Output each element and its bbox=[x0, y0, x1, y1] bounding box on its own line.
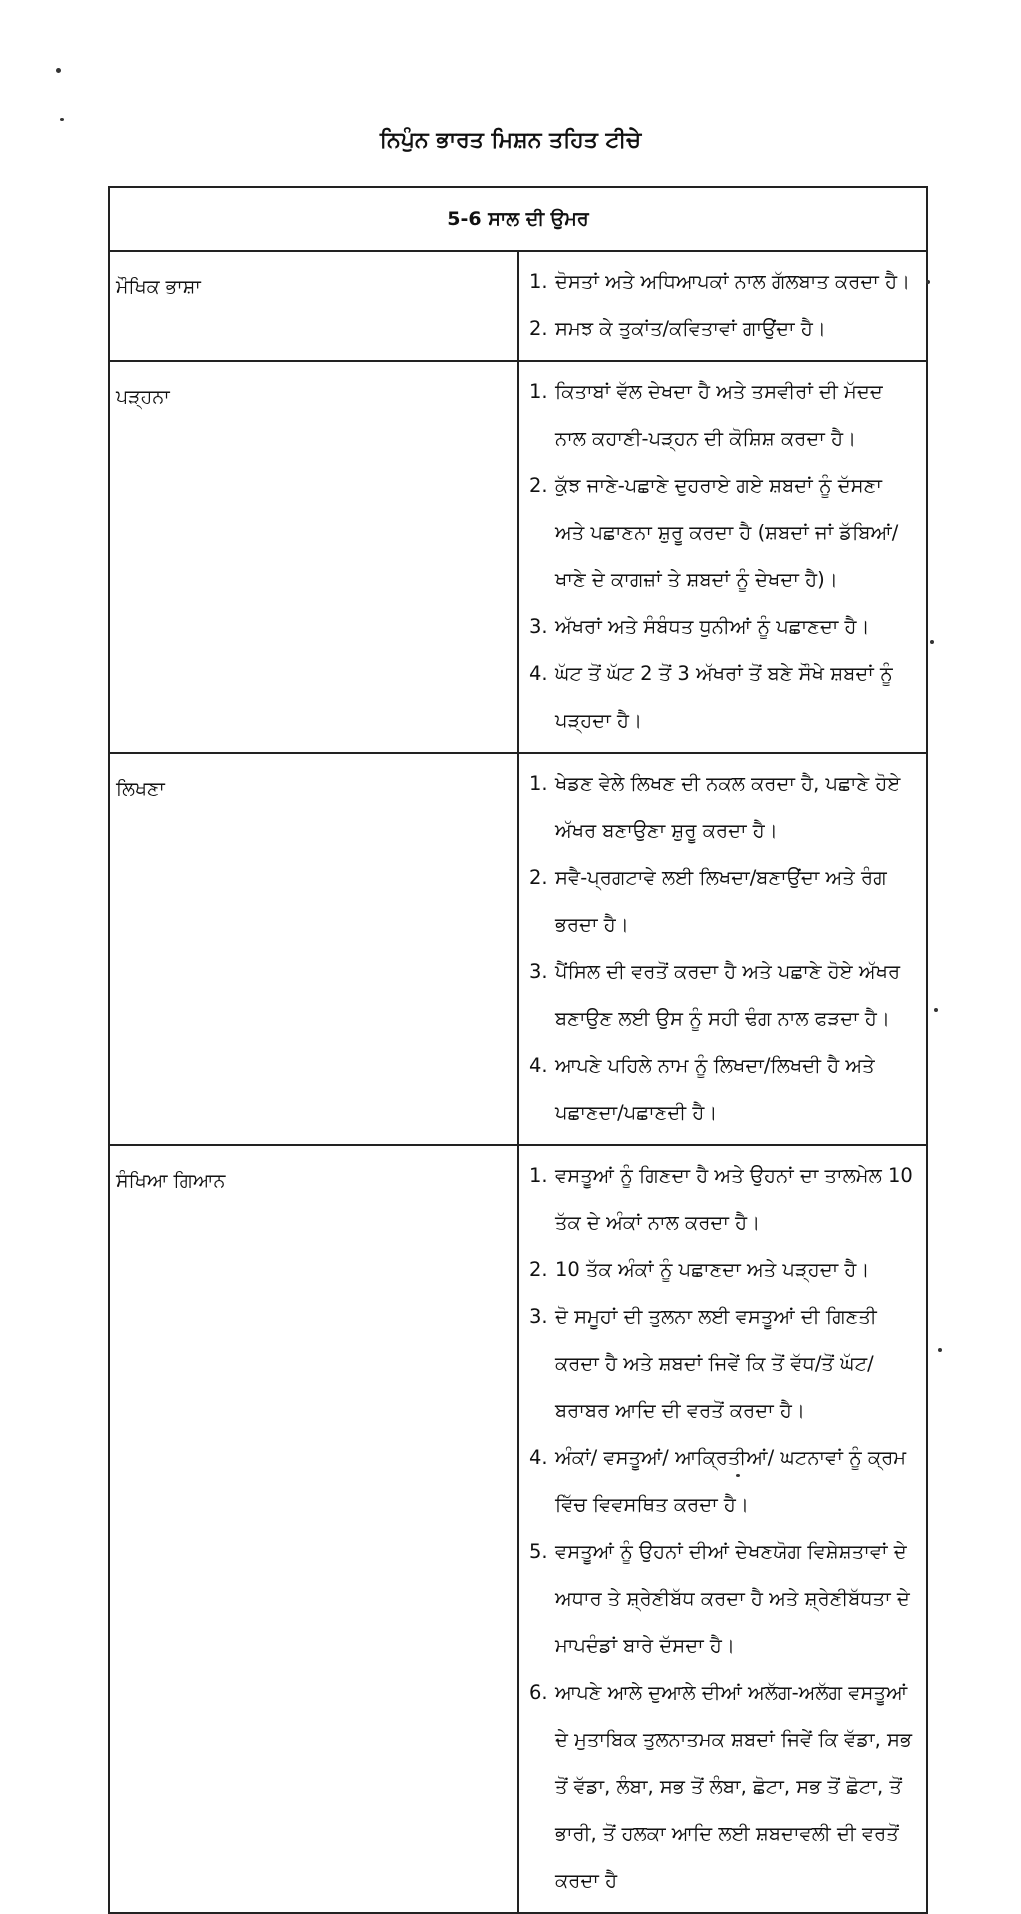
age-group-header: 5-6 ਸਾਲ ਦੀ ਉਮਰ bbox=[109, 187, 927, 251]
list-item: 2. ਸਵੈ-ਪ੍ਰਗਟਾਵੇ ਲਈ ਲਿਖਦਾ/ਬਣਾਉਂਦਾ ਅਤੇ ਰੰਗ ਭਰਦਾ ਹੈ। bbox=[529, 866, 887, 936]
page-title: ਨਿਪੁੰਨ ਭਾਰਤ ਮਿਸ਼ਨ ਤਹਿਤ ਟੀਚੇ bbox=[379, 128, 642, 153]
domain-label: ਸੰਖਿਆ ਗਿਆਨ bbox=[109, 1145, 518, 1913]
section-items bbox=[518, 1145, 927, 1913]
list-item: 1. ਵਸਤੂਆਂ ਨੂੰ ਗਿਣਦਾ ਹੈ ਅਤੇ ਉਹਨਾਂ ਦਾ ਤਾਲਮੇਲ 10 ਤੱਕ ਦੇ ਅੰਕਾਂ ਨਾਲ ਕਰਦਾ ਹੈ। bbox=[529, 1164, 913, 1234]
scan-speck bbox=[736, 1474, 740, 1477]
list-item: 6. ਆਪਣੇ ਆਲੇ ਦੁਆਲੇ ਦੀਆਂ ਅਲੱਗ-ਅਲੱਗ ਵਸਤੂਆਂ ਦੇ ਮੁਤਾਬਿਕ ਤੁਲਨਾਤਮਕ ਸ਼ਬਦਾਂ ਜਿਵੇਂ ਕਿ ਵੱਡਾ, ਸਭ ਤੋਂ ਵੱਡਾ, ਲੰਬਾ, ਸਭ ਤੋਂ ਲੰਬਾ, ਛੋਟਾ, ਸਭ ਤੋਂ ਛੋਟਾ, ਤੋਂ ਭਾਰੀ, ਤੋਂ ਹਲਕਾ ਆਦਿ ਲਈ ਸ਼ਬਦਾਵਲੀ ਦੀ ਵਰਤੋਂ ਕਰਦਾ ਹੈ bbox=[529, 1681, 912, 1892]
section-row-oral-language bbox=[109, 251, 927, 361]
domain-label: ਪੜ੍ਹਨਾ bbox=[109, 361, 518, 753]
list-item: 5. ਵਸਤੂਆਂ ਨੂੰ ਉਹਨਾਂ ਦੀਆਂ ਦੇਖਣਯੋਗ ਵਿਸ਼ੇਸ਼ਤਾਵਾਂ ਦੇ ਅਧਾਰ ਤੇ ਸ਼੍ਰੇਣੀਬੱਧ ਕਰਦਾ ਹੈ ਅਤੇ ਸ਼੍ਰੇਣੀਬੱਧਤਾ ਦੇ ਮਾਪਦੰਡਾਂ ਬਾਰੇ ਦੱਸਦਾ ਹੈ। bbox=[529, 1540, 910, 1657]
scan-speck bbox=[930, 640, 934, 644]
list-item: 2. ਸਮਝ ਕੇ ਤੁਕਾਂਤ/ਕਵਿਤਾਵਾਂ ਗਾਉਂਦਾ ਹੈ। bbox=[529, 317, 826, 340]
section-items bbox=[518, 361, 927, 753]
list-item: 1. ਕਿਤਾਬਾਂ ਵੱਲ ਦੇਖਦਾ ਹੈ ਅਤੇ ਤਸਵੀਰਾਂ ਦੀ ਮੱਦਦ ਨਾਲ ਕਹਾਣੀ-ਪੜ੍ਹਨ ਦੀ ਕੋਸ਼ਿਸ਼ ਕਰਦਾ ਹੈ। bbox=[529, 380, 883, 450]
list-item: 3. ਦੋ ਸਮੂਹਾਂ ਦੀ ਤੁਲਨਾ ਲਈ ਵਸਤੂਆਂ ਦੀ ਗਿਣਤੀ ਕਰਦਾ ਹੈ ਅਤੇ ਸ਼ਬਦਾਂ ਜਿਵੇਂ ਕਿ ਤੋਂ ਵੱਧ/ਤੋਂ ਘੱਟ/ਬਰਾਬਰ ਆਦਿ ਦੀ ਵਰਤੋਂ ਕਰਦਾ ਹੈ। bbox=[529, 1305, 877, 1422]
scan-speck bbox=[60, 118, 64, 121]
list-item: 2. 10 ਤੱਕ ਅੰਕਾਂ ਨੂੰ ਪਛਾਣਦਾ ਅਤੇ ਪੜ੍ਹਦਾ ਹੈ। bbox=[529, 1258, 870, 1281]
section-row-reading bbox=[109, 361, 927, 753]
goals-table bbox=[108, 186, 928, 1914]
section-row-numeracy bbox=[109, 1145, 927, 1913]
section-items bbox=[518, 251, 927, 361]
list-item: 1. ਦੋਸਤਾਂ ਅਤੇ ਅਧਿਆਪਕਾਂ ਨਾਲ ਗੱਲਬਾਤ ਕਰਦਾ ਹੈ। bbox=[529, 270, 911, 293]
list-item: 1. ਖੇਡਣ ਵੇਲੇ ਲਿਖਣ ਦੀ ਨਕਲ ਕਰਦਾ ਹੈ, ਪਛਾਣੇ ਹੋਏ ਅੱਖਰ ਬਣਾਉਣਾ ਸ਼ੁਰੂ ਕਰਦਾ ਹੈ। bbox=[529, 772, 901, 842]
section-row-writing bbox=[109, 753, 927, 1145]
scan-speck bbox=[938, 1348, 942, 1352]
domain-label: ਮੌਖਿਕ ਭਾਸ਼ਾ bbox=[109, 251, 518, 361]
scan-speck bbox=[934, 1008, 938, 1012]
list-item: 3. ਪੈਂਸਿਲ ਦੀ ਵਰਤੋਂ ਕਰਦਾ ਹੈ ਅਤੇ ਪਛਾਣੇ ਹੋਏ ਅੱਖਰ ਬਣਾਉਣ ਲਈ ਉਸ ਨੂੰ ਸਹੀ ਢੰਗ ਨਾਲ ਫੜਦਾ ਹੈ। bbox=[529, 960, 901, 1030]
list-item: 3. ਅੱਖਰਾਂ ਅਤੇ ਸੰਬੰਧਤ ਧੁਨੀਆਂ ਨੂੰ ਪਛਾਣਦਾ ਹੈ। bbox=[529, 615, 870, 638]
scan-speck bbox=[926, 280, 930, 284]
scan-speck bbox=[56, 68, 61, 73]
list-item: 4. ਆਪਣੇ ਪਹਿਲੇ ਨਾਮ ਨੂੰ ਲਿਖਦਾ/ਲਿਖਦੀ ਹੈ ਅਤੇ ਪਛਾਣਦਾ/ਪਛਾਣਦੀ ਹੈ। bbox=[529, 1054, 875, 1124]
list-item: 4. ਅੰਕਾਂ/ ਵਸਤੂਆਂ/ ਆਕ੍ਰਿਤੀਆਂ/ ਘਟਨਾਵਾਂ ਨੂੰ ਕ੍ਰਮ ਵਿੱਚ ਵਿਵਸਥਿਤ ਕਰਦਾ ਹੈ। bbox=[529, 1446, 907, 1516]
domain-label: ਲਿਖਣਾ bbox=[109, 753, 518, 1145]
age-header-row bbox=[109, 187, 927, 251]
section-items bbox=[518, 753, 927, 1145]
list-item: 2. ਕੁੱਝ ਜਾਣੇ-ਪਛਾਣੇ ਦੁਹਰਾਏ ਗਏ ਸ਼ਬਦਾਂ ਨੂੰ ਦੱਸਣਾ ਅਤੇ ਪਛਾਣਨਾ ਸ਼ੁਰੂ ਕਰਦਾ ਹੈ (ਸ਼ਬਦਾਂ ਜਾਂ ਡੱਬਿਆਂ/ ਖਾਣੇ ਦੇ ਕਾਗਜ਼ਾਂ ਤੇ ਸ਼ਬਦਾਂ ਨੂੰ ਦੇਖਦਾ ਹੈ)। bbox=[529, 474, 899, 591]
list-item: 4. ਘੱਟ ਤੋਂ ਘੱਟ 2 ਤੋਂ 3 ਅੱਖਰਾਂ ਤੋਂ ਬਣੇ ਸੌਖੇ ਸ਼ਬਦਾਂ ਨੂੰ ਪੜ੍ਹਦਾ ਹੈ। bbox=[529, 662, 893, 732]
